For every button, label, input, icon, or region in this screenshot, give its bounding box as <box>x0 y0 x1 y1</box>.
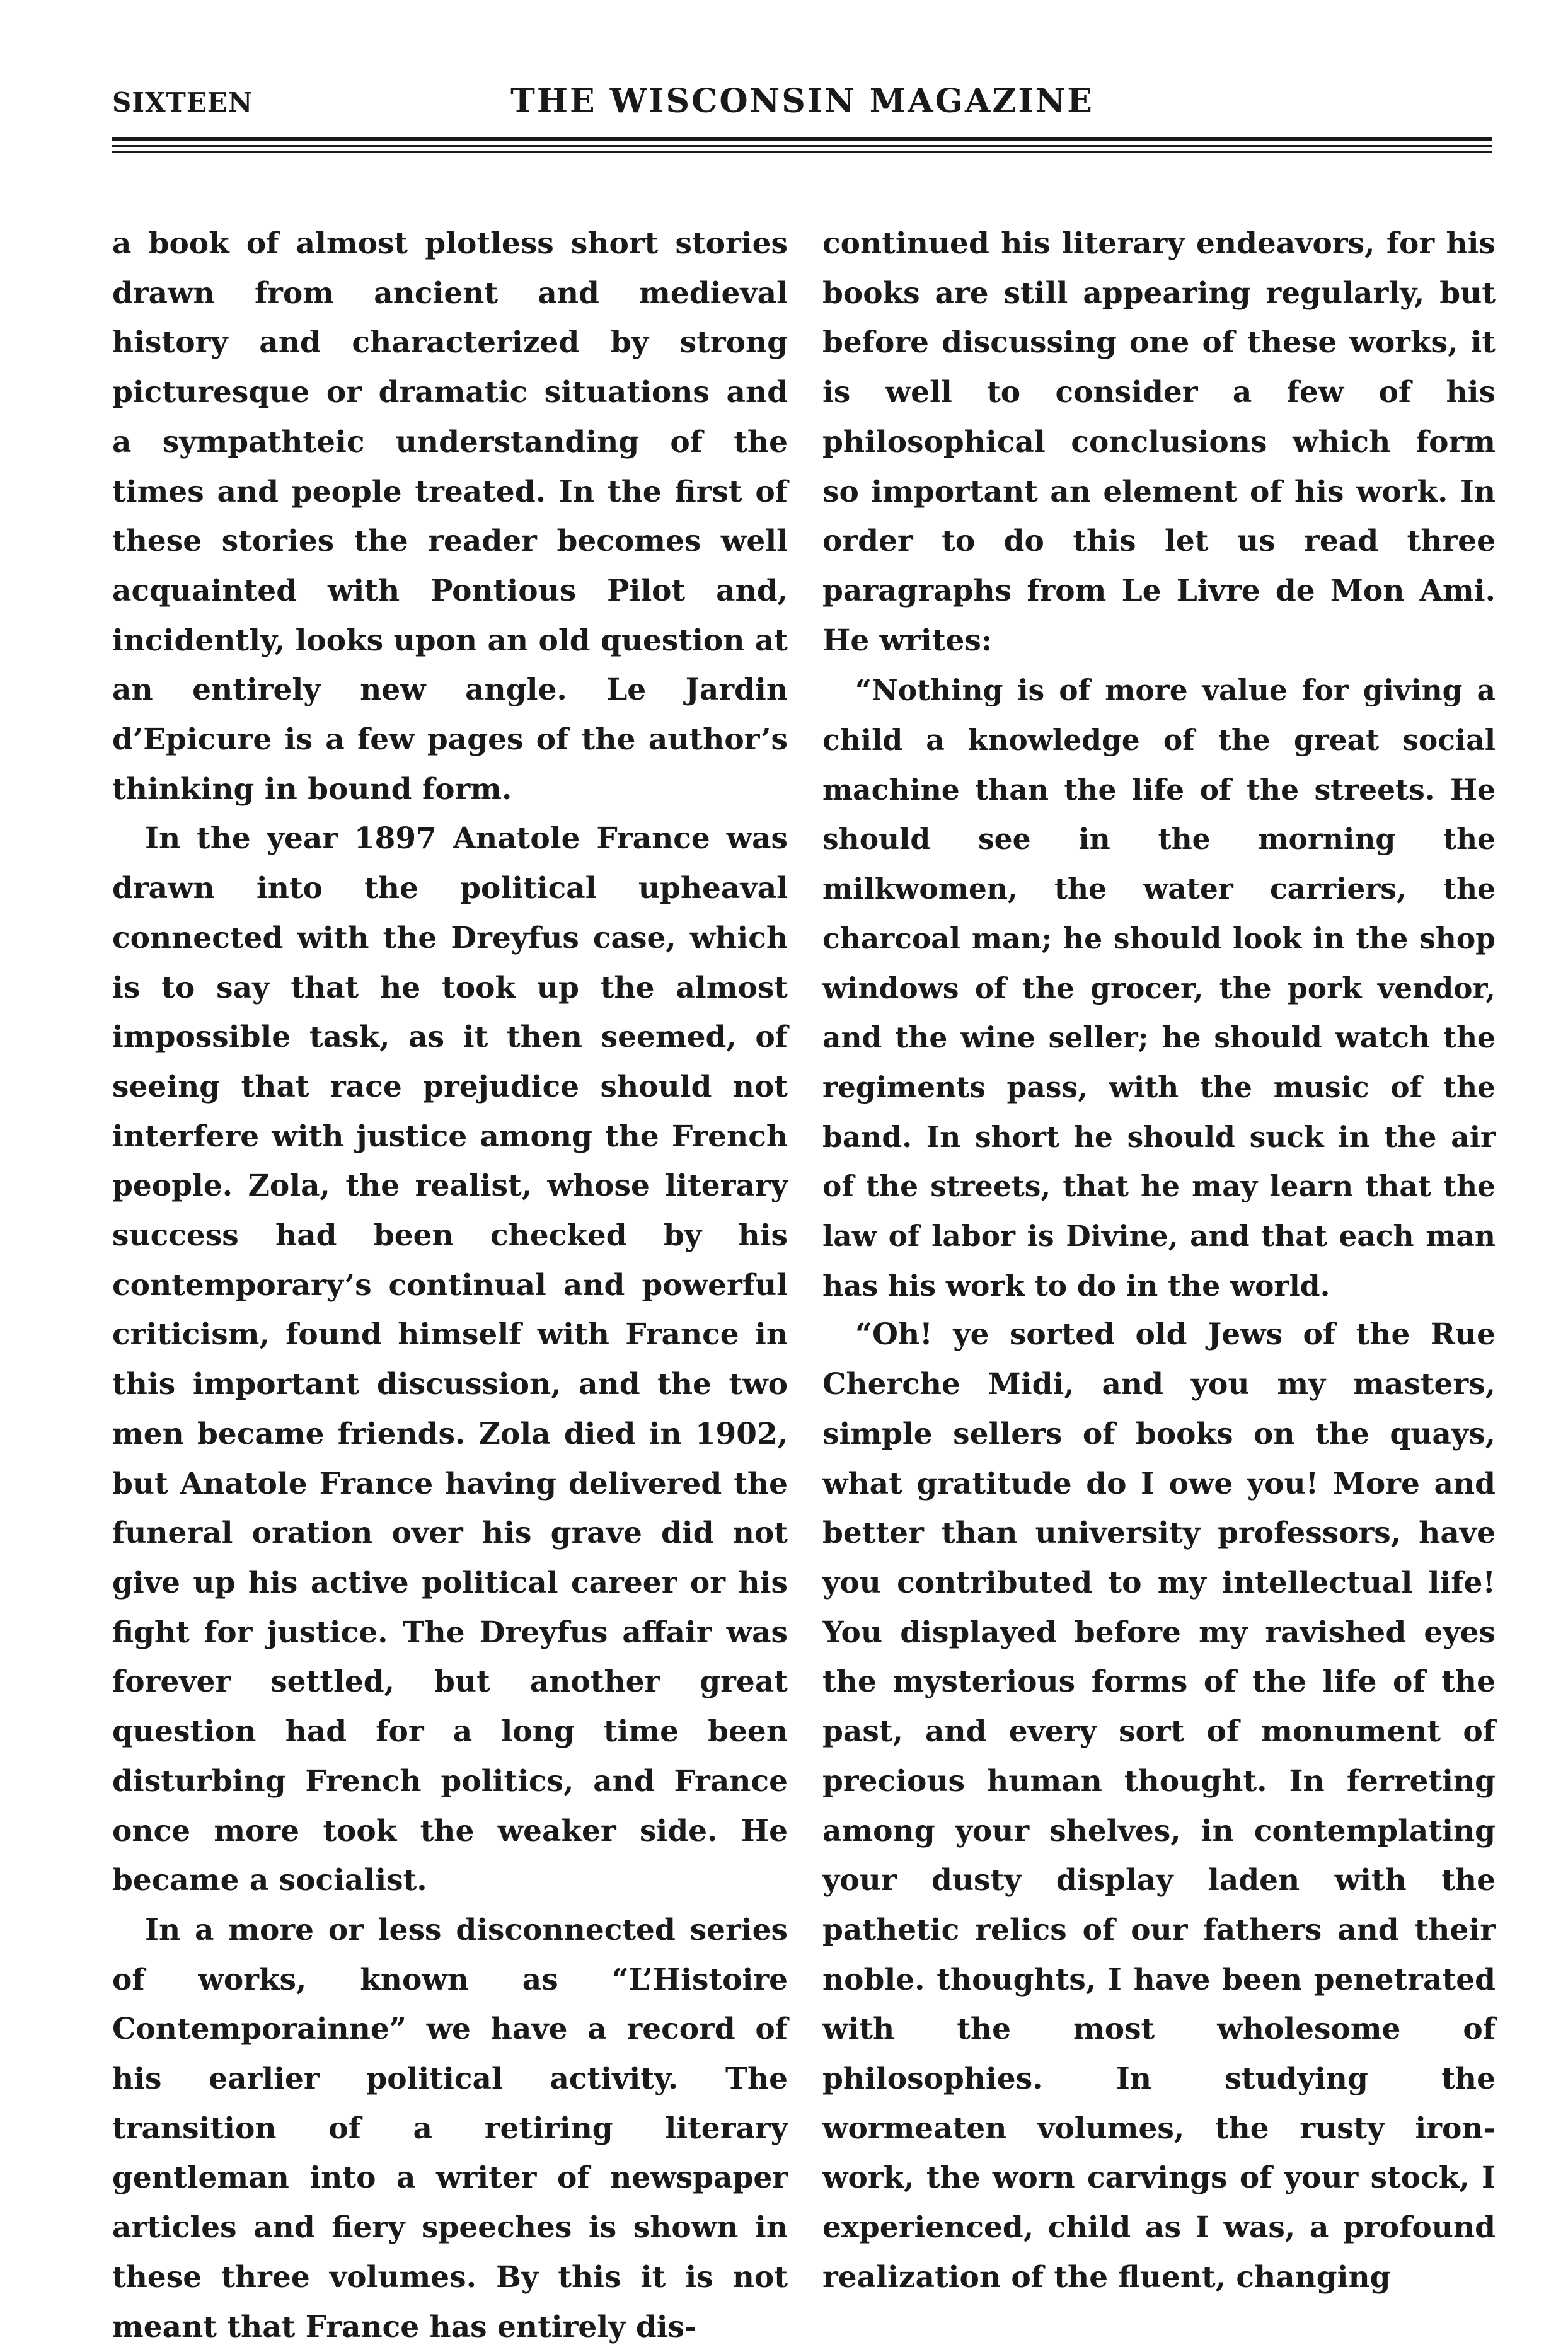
quote-paragraph: “Oh! ye sorted old Jews of the Rue Cherche Midi, and you my masters, simple sellers of books on the quays, what gratitude do I owe you! More and better than university professors, have you contributed to my intellectual life! You displayed before my ravished eyes the mysterious forms of the life of the past, and every sort of monument of precious human thought. In ferreting among your shelves, in contemplating your dusty display laden with the pathetic relics of our fathers and their noble. thoughts, I have been penetrated with the most wholesome of philosophies. In studying the wormeaten volumes, the rusty iron-work, the worn carvings of your stock, I experienced, child as I was, a profound realization of the fluent, changing <box>822 1317 1496 2295</box>
right-column <box>822 219 1496 2303</box>
page-header <box>112 82 1492 126</box>
left-column <box>112 219 788 2352</box>
header-rule <box>112 145 1492 147</box>
paragraph: In the year 1897 Anatole France was drawn into the political upheaval connected with the Dreyfus case, which is to say that he took up the almost impossible task, as it then seemed, of seeing that race prejudice should not interfere with justice among the French people. Zola, the realist, whose literary success had been checked by his contemporary’s continual and powerful criticism, found himself with France in this important discussion, and the two men became friends. Zola died in 1902, but Anatole France having delivered the funeral oration over his grave did not give up his active political career or his fight for justice. The Dreyfus affair was forever settled, but another great question had for a long time been disturbing French politics, and France once more took the weaker side. He became a socialist. <box>112 821 788 1898</box>
paragraph: continued his literary endeavors, for his books are still appearing regularly, but before discussing one of these works, it is well to consider a few of his philosophical conclusions which form so important an element of his work. In order to do this let us read three paragraphs from Le Livre de Mon Ami. He writes: <box>822 226 1496 658</box>
header-rule <box>112 151 1492 153</box>
page-number-label: SIXTEEN <box>112 87 253 118</box>
paragraph: a book of almost plotless short stories drawn from ancient and medieval history and characterized by strong picturesque or dramatic situations and a sympathteic understanding of the times and people treated. In the first of these stories the reader becomes well acquainted with Pontious Pilot and, incidently, looks upon an old question at an entirely new angle. Le Jardin d’Epicure is a few pages of the author’s thinking in bound form. <box>112 226 788 807</box>
quote-paragraph: “Nothing is of more value for giving a child a knowledge of the great social machine than the life of the streets. He should see in the morning the milkwomen, the water carriers, the charcoal man; he should look in the shop windows of the grocer, the pork vendor, and the wine seller; he should watch the regiments pass, with the music of the band. In short he should suck in the air of the streets, that he may learn that the law of labor is Divine, and that each man has his work to do in the world. <box>822 673 1496 1303</box>
paragraph: In a more or less disconnected series of works, known as “L’Histoire Contemporainne” we have a record of his earlier political activity. The transition of a retiring literary gentleman into a writer of newspaper articles and fiery speeches is shown in these three volumes. By this it is not meant that France has entirely dis- <box>112 1912 788 2344</box>
header-rule <box>112 137 1492 141</box>
magazine-title: THE WISCONSIN MAGAZINE <box>510 82 1094 120</box>
